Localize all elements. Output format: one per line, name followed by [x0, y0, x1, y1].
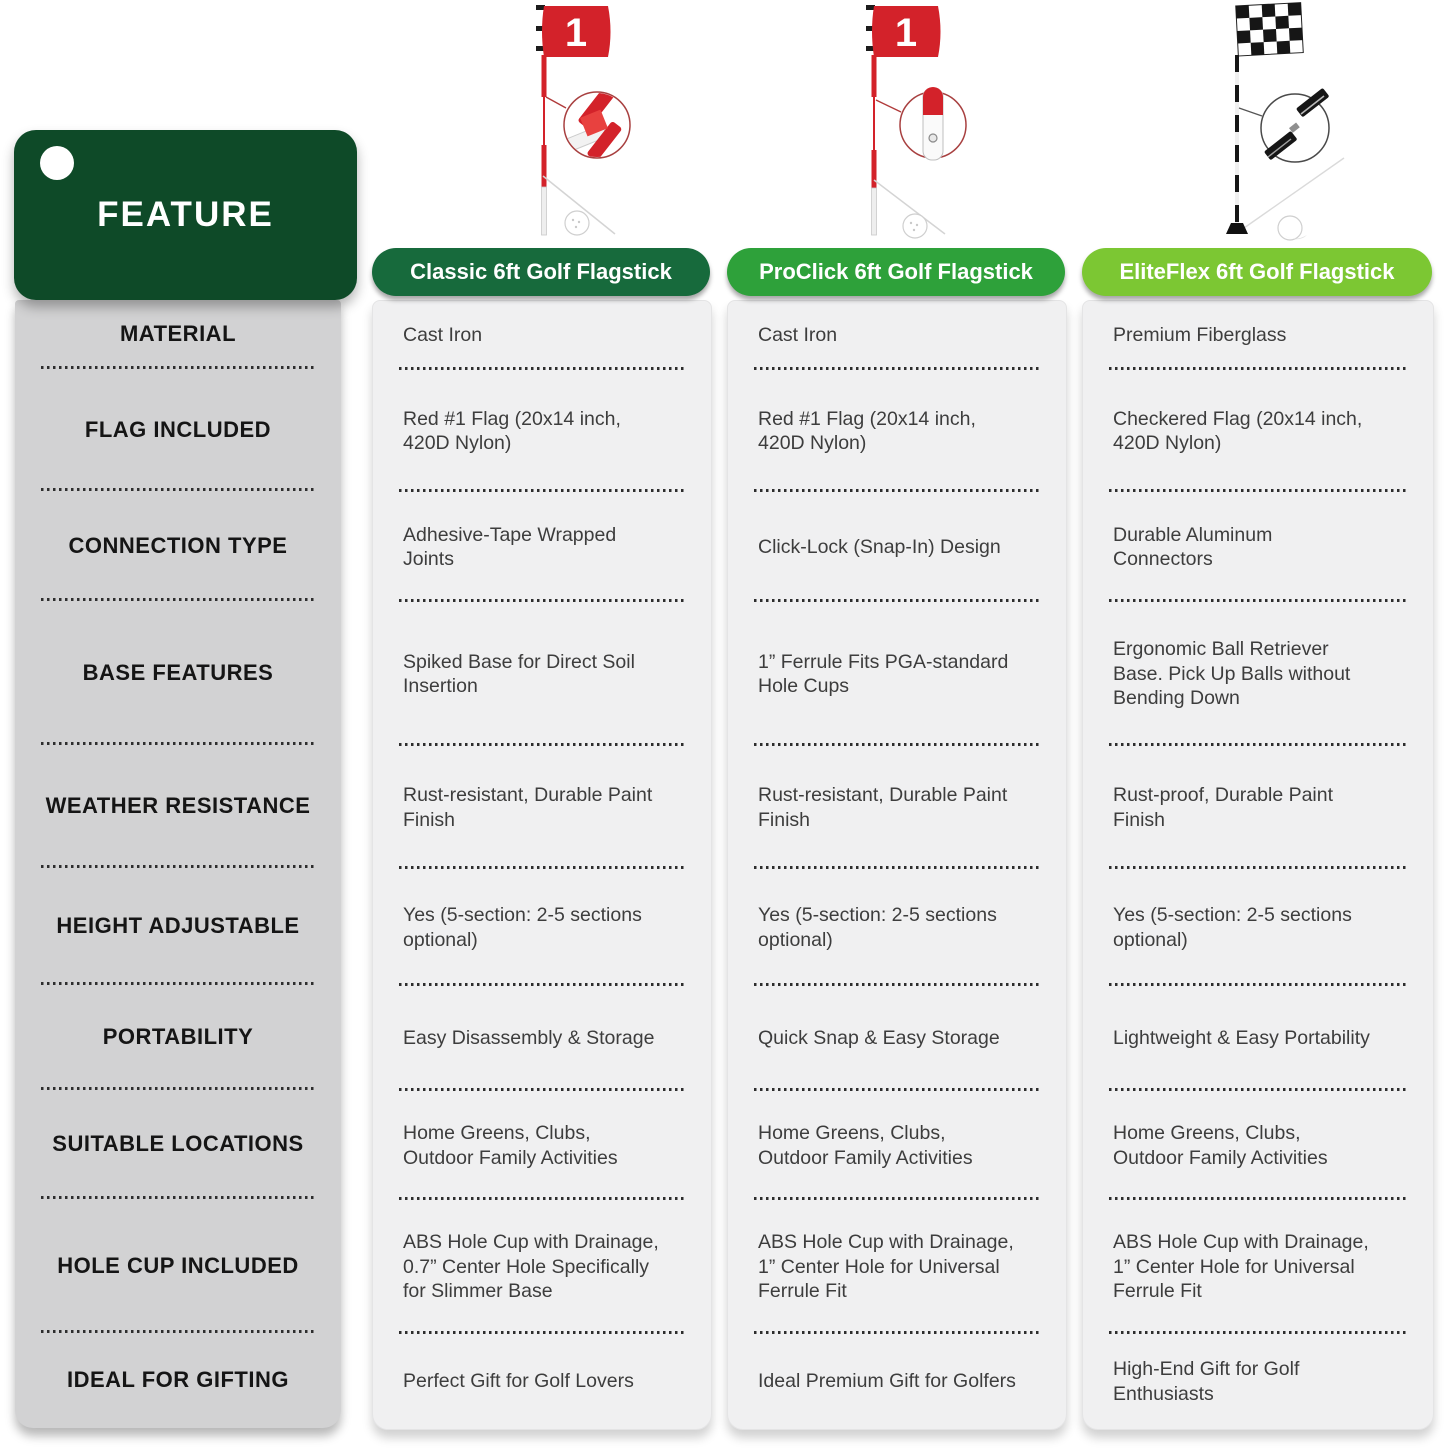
eliteflex-base-cell: Ergonomic Ball Retriever Base. Pick Up Balls without Bending Down	[1083, 602, 1433, 746]
feature-label-column	[15, 300, 341, 1428]
feature-title: FEATURE	[97, 195, 274, 234]
eliteflex-height-cell: Yes (5-section: 2-5 sections optional)	[1083, 869, 1433, 986]
feature-label-portability: PORTABILITY	[15, 985, 341, 1090]
snap-button-icon	[929, 134, 937, 142]
proclick-portability-cell: Quick Snap & Easy Storage	[728, 986, 1066, 1091]
eliteflex-holecup-cell: ABS Hole Cup with Drainage, 1” Center Hole for Universal Ferrule Fit	[1083, 1200, 1433, 1334]
proclick-material-cell: Cast Iron	[728, 301, 1066, 370]
classic-weather-cell: Rust-resistant, Durable Paint Finish	[373, 746, 711, 869]
proclick-holecup-cell: ABS Hole Cup with Drainage, 1” Center Hole for Universal Ferrule Fit	[728, 1200, 1066, 1334]
flag-number: 1	[894, 11, 918, 55]
classic-product-column	[372, 300, 712, 1430]
golf-ball-icon	[903, 214, 927, 238]
classic-product-name: Classic 6ft Golf Flagstick	[410, 259, 672, 284]
flag-number: 1	[564, 11, 588, 55]
classic-height-cell: Yes (5-section: 2-5 sections optional)	[373, 869, 711, 986]
proclick-connection-cell: Click-Lock (Snap-In) Design	[728, 492, 1066, 602]
classic-column-header	[372, 248, 710, 296]
proclick-column-header	[727, 248, 1065, 296]
feature-label-ideal-for-gifting: IDEAL FOR GIFTING	[67, 1367, 289, 1393]
feature-label-weather-resistance: WEATHER RESISTANCE	[15, 745, 341, 868]
feature-label-hole-cup-included: HOLE CUP INCLUDED	[15, 1199, 341, 1333]
proclick-height-cell: Yes (5-section: 2-5 sections optional)	[728, 869, 1066, 986]
proclick-locations-cell: Home Greens, Clubs, Outdoor Family Activities	[728, 1091, 1066, 1200]
eliteflex-locations-cell: Home Greens, Clubs, Outdoor Family Activities	[1083, 1091, 1433, 1200]
proclick-product-name: ProClick 6ft Golf Flagstick	[759, 259, 1033, 284]
classic-material-cell: Cast Iron	[373, 301, 711, 370]
classic-holecup-cell: ABS Hole Cup with Drainage, 0.7” Center Hole Specifically for Slimmer Base	[373, 1200, 711, 1334]
proclick-gifting-cell: Ideal Premium Gift for Golfers	[758, 1370, 1016, 1393]
proclick-weather-cell: Rust-resistant, Durable Paint Finish	[728, 746, 1066, 869]
classic-portability-cell: Easy Disassembly & Storage	[373, 986, 711, 1091]
eliteflex-product-name: EliteFlex 6ft Golf Flagstick	[1119, 259, 1395, 284]
checkered-flag-icon	[1236, 3, 1304, 56]
classic-base-cell: Spiked Base for Direct Soil Insertion	[373, 602, 711, 746]
feature-label-flag-included: FLAG INCLUDED	[15, 369, 341, 491]
retriever-base-icon	[1226, 223, 1248, 234]
classic-flag-cell: Red #1 Flag (20x14 inch, 420D Nylon)	[373, 370, 711, 492]
feature-label-suitable-locations: SUITABLE LOCATIONS	[15, 1090, 341, 1199]
classic-locations-cell: Home Greens, Clubs, Outdoor Family Activities	[373, 1091, 711, 1200]
classic-gifting-cell: Perfect Gift for Golf Lovers	[403, 1370, 634, 1393]
classic-connection-cell: Adhesive-Tape Wrapped Joints	[373, 492, 711, 602]
golf-ball-icon	[565, 211, 589, 235]
eliteflex-weather-cell: Rust-proof, Durable Paint Finish	[1083, 746, 1433, 869]
eliteflex-material-cell: Premium Fiberglass	[1083, 301, 1433, 370]
eliteflex-column-header	[1082, 248, 1432, 296]
eliteflex-product-column	[1082, 300, 1434, 1430]
feature-title-card	[14, 130, 357, 300]
proclick-flag-cell: Red #1 Flag (20x14 inch, 420D Nylon)	[728, 370, 1066, 492]
proclick-base-cell: 1” Ferrule Fits PGA-standard Hole Cups	[728, 602, 1066, 746]
hang-hole-icon	[40, 146, 74, 180]
proclick-flagstick-image	[727, 0, 1065, 250]
feature-label-material: MATERIAL	[15, 300, 341, 369]
feature-label-connection-type: CONNECTION TYPE	[15, 491, 341, 601]
eliteflex-flagstick-image	[1082, 0, 1432, 250]
feature-label-base-features: BASE FEATURES	[15, 601, 341, 745]
eliteflex-gifting-cell: High-End Gift for Golf Enthusiasts	[1113, 1358, 1300, 1405]
feature-label-height-adjustable: HEIGHT ADJUSTABLE	[15, 868, 341, 985]
eliteflex-portability-cell: Lightweight & Easy Portability	[1083, 986, 1433, 1091]
eliteflex-flag-cell: Checkered Flag (20x14 inch, 420D Nylon)	[1083, 370, 1433, 492]
eliteflex-connection-cell: Durable Aluminum Connectors	[1083, 492, 1433, 602]
classic-flagstick-image	[372, 0, 710, 250]
golf-ball-icon	[1278, 216, 1302, 240]
proclick-product-column	[727, 300, 1067, 1430]
